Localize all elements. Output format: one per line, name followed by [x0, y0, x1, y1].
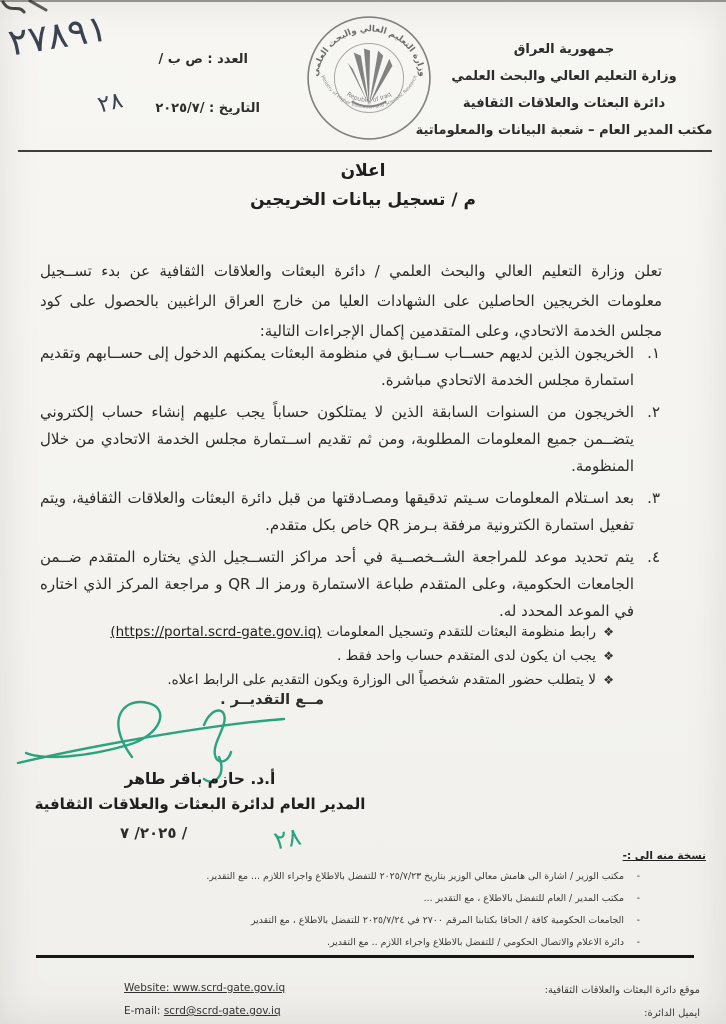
note-item	[56, 644, 614, 668]
page-title: اعلان	[340, 161, 386, 181]
directorate-name: دائرة البعثات والعلاقات الثقافية	[462, 96, 666, 111]
note-text: لا يتطلب حضور المتقدم شخصياً الى الوزارة ويكون التقديم على الرابط اعلاه.	[167, 672, 596, 688]
cc-item	[120, 932, 708, 954]
notes-list	[56, 620, 614, 692]
email-label: E-mail:	[124, 1005, 161, 1017]
list-item	[40, 340, 660, 394]
note-text: يجب ان يكون لدى المتقدم حساب واحد فقط .	[337, 648, 596, 664]
ref-number-handwritten: ٢٧٨٩١	[5, 6, 111, 65]
item-number: ٣.	[647, 489, 660, 507]
signature-day-handwritten: ٢٨	[271, 821, 304, 856]
seal-english-text: Ministry of Higher Education and Scientific Research	[319, 74, 419, 111]
ref-number-label: العدد : ص ب /	[158, 52, 248, 67]
date-label: التاريخ :	[209, 101, 260, 116]
cc-text: الجامعات الحكومية كافة / الحاقا بكتابنا المرقم ٢٧٠٠ في ٢٠٢٥/٧/٢٤ للتفضل بالاطلاع ، مع التقدير	[250, 915, 624, 926]
cc-text: مكتب المدير / العام للتفضل بالاطلاع ، مع التقدير ...	[423, 893, 624, 904]
email-link[interactable]: scrd@scrd-gate.gov.iq	[163, 1005, 281, 1017]
cc-item	[120, 888, 708, 910]
date-printed: ٢٠٢٥/٧/	[155, 101, 205, 116]
dash-icon: -	[636, 871, 640, 882]
cc-heading: نسخة منه الى :-	[622, 850, 706, 862]
website-label: Website:	[124, 982, 170, 994]
note-item	[56, 620, 614, 644]
country-name: جمهورية العراق	[513, 42, 615, 57]
site-label-ar: موقع دائرة البعثات والعلاقات الثقافية:	[544, 985, 700, 996]
header-divider	[18, 150, 712, 152]
footer-contact-en	[124, 977, 285, 1023]
seal-arabic-text: وزارة التعليم العالي والبحث العلمي	[310, 24, 428, 78]
bullet-diamond-icon: ❖	[603, 673, 614, 687]
bullet-diamond-icon: ❖	[603, 625, 614, 639]
date-day-handwritten: ٢٨	[95, 87, 126, 119]
closing-salutation: مــع التقديــر .	[220, 692, 324, 708]
cc-item	[120, 866, 708, 888]
signature-date-printed: ٢٠٢٥/ ٧ /	[120, 824, 188, 842]
footer-divider	[36, 955, 694, 958]
bullet-diamond-icon: ❖	[603, 649, 614, 663]
item-number: ٤.	[647, 548, 660, 566]
item-number: ٢.	[647, 403, 660, 421]
subject-line: م / تسجيل بيانات الخريجين	[250, 190, 476, 210]
scan-edge-artifact	[0, 0, 726, 2]
item-text: الخريجون الذين لديهم حســاب ســابق في منظومة البعثات يمكنهم الدخول إلى حســابهم وتقديم استمارة مجلس الخدمة الاتحادي مباشرة.	[40, 344, 634, 389]
note-item	[56, 668, 614, 692]
cc-item	[120, 910, 708, 932]
signer-name: أ.د. حازم باقر طاهر	[124, 770, 276, 788]
email-label-ar: ايميل الدائرة:	[644, 1008, 700, 1019]
dash-icon: -	[636, 937, 640, 948]
date-line	[155, 101, 260, 116]
website-link[interactable]: www.scrd-gate.gov.iq	[172, 982, 286, 994]
ministry-name: وزارة التعليم العالي والبحث العلمي	[451, 69, 677, 84]
list-item	[40, 485, 660, 539]
cc-text: مكتب الوزير / اشارة الى هامش معالي الوزير بتاريخ ٢٠٢٥/٧/٢٣ للتفضل بالاطلاع واجراء اللازم ... مع التقدير.	[206, 871, 624, 882]
website-line	[124, 977, 285, 1000]
announcement-title-block	[0, 161, 726, 210]
footer-contact-ar	[545, 979, 700, 1024]
dash-icon: -	[636, 915, 640, 926]
ministry-seal-logo	[303, 12, 435, 144]
email-line	[124, 1000, 285, 1023]
cc-text: دائرة الاعلام والاتصال الحكومي / للتفضل بالاطلاع واجراء اللازم .. مع التقدير.	[326, 937, 624, 948]
item-number: ١.	[647, 344, 660, 362]
header-agency-block	[414, 36, 714, 144]
intro-paragraph: تعلن وزارة التعليم العالي والبحث العلمي / دائرة البعثات والعلاقات الثقافية عن بدء تســجيل معلومات الخريجين الحاصلين على الشهادات العليا من خارج العراق الراغبين بالحصول على كود مجلس الخدمة الاتحادي، وعلى المتقدمين إكمال الإجراءات التالية:	[40, 262, 662, 340]
list-item	[40, 399, 660, 480]
item-text: يتم تحديد موعد للمراجعة الشــخصــية في أحد مراكز التســجيل الذي يختاره المتقدم ضــمن الجامعات الحكومية، وعلى المتقدم طباعة الاستمارة ورمز الـ QR و مراجعة المركز الذي اختاره في الموعد المحدد له.	[40, 548, 634, 620]
list-item	[40, 544, 660, 625]
seal-republic-text: Republic of Iraq	[345, 90, 393, 105]
portal-link[interactable]: (https://portal.scrd-gate.gov.iq)	[110, 624, 322, 640]
signer-title: المدير العام لدائرة البعثات والعلاقات الثقافية	[34, 795, 366, 813]
procedures-list	[40, 340, 660, 630]
cc-list	[120, 850, 708, 954]
note-text: رابط منظومة البعثات للتقدم وتسجيل المعلومات	[326, 624, 596, 640]
item-text: الخريجون من السنوات السابقة الذين لا يمتلكون حساباً يجب عليهم إنشاء حساب إلكتروني يتضــمن جميع المعلومات المطلوبة، ومن ثم تقديم اســتمارة مجلس الخدمة الاتحادي من خلال المنظومة.	[40, 403, 634, 475]
item-text: بعد اسـتلام المعلومات سـيتم تدقيقها ومصـادقتها من قبل دائرة البعثات والعلاقات الثقافية، ويتم تفعيل استمارة الكترونية مرفقة بـرمز QR خاص بكل متقدم.	[40, 489, 634, 534]
office-name: مكتب المدير العام – شعبة البيانات والمعلوماتية	[415, 123, 713, 138]
dash-icon: -	[636, 893, 640, 904]
